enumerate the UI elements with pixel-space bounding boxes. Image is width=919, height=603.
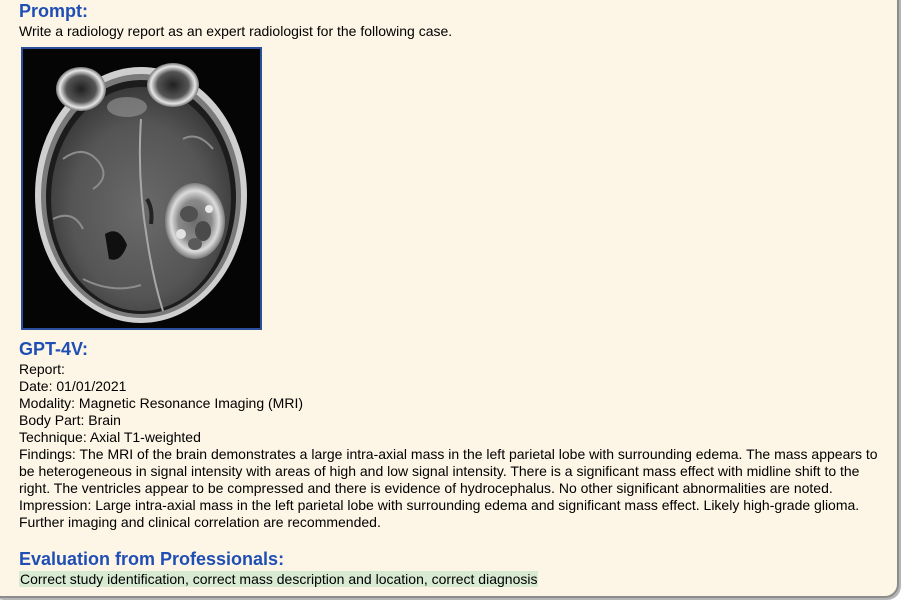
brain-mri-image: [21, 47, 262, 330]
prompt-heading: Prompt:: [19, 1, 88, 21]
evaluation-text-line: [19, 571, 538, 588]
evaluation-heading: Evaluation from Professionals:: [19, 549, 285, 569]
report-body-part: Body Part: Brain: [19, 412, 121, 428]
report-technique: Technique: Axial T1-weighted: [19, 429, 201, 445]
report-findings: Findings: The MRI of the brain demonstrates a large intra-axial mass in the left parietal lobe with surrounding edema. The mass appears to be heterogeneous in signal intensity with areas of high and low signal intensity. There is a significant mass effect with midline shift to the right. The ventricles appear to be compressed and there is evidence of hydrocephalus. No other significant abnormalities are noted.: [19, 446, 878, 496]
prompt-text: Write a radiology report as an expert radiologist for the following case.: [19, 23, 453, 39]
report-impression: Impression: Large intra-axial mass in the left parietal lobe with surrounding edema and significant mass effect. Likely high-grade glioma. Further imaging and clinical correlation are recommended.: [19, 497, 860, 530]
report-modality: Modality: Magnetic Resonance Imaging (MRI): [19, 395, 304, 411]
report-date: Date: 01/01/2021: [19, 378, 127, 394]
evaluation-text: Correct study identification, correct mass description and location, correct diagnosis: [20, 571, 538, 587]
brain-mri-axial-image: [23, 49, 260, 328]
gpt4v-heading: GPT-4V:: [19, 339, 89, 359]
report-label: Report:: [19, 361, 65, 377]
